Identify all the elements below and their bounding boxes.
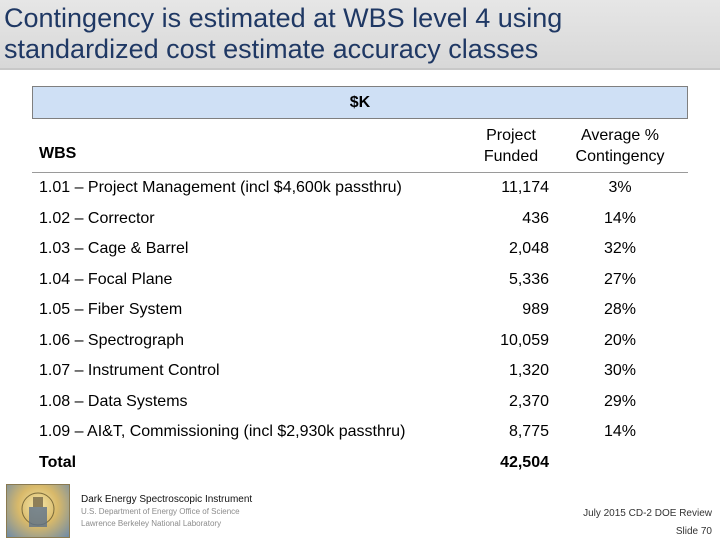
wbs-name: 1.07 – Instrument Control: [39, 362, 220, 379]
funded-value: 2,370: [508, 392, 549, 410]
table-row: [32, 234, 688, 265]
contingency-value: 3%: [608, 179, 632, 196]
column-header-row: [32, 119, 688, 173]
contingency-value: 28%: [603, 301, 637, 318]
funded-value: 11,174: [501, 179, 549, 196]
desi-logo-icon: [6, 484, 70, 538]
title-band: [0, 0, 720, 70]
contingency-header-line1: Average %: [581, 127, 659, 144]
wbs-name: 1.09 – AI&T, Commissioning (incl $2,930k passthru): [39, 423, 406, 440]
table-row: [32, 204, 688, 235]
table-row: [32, 173, 688, 204]
funded-value: 8,775: [508, 423, 549, 440]
wbs-name: 1.02 – Corrector: [39, 209, 155, 227]
funded-value: 10,059: [500, 331, 549, 349]
funded-value: 5,336: [508, 270, 549, 288]
total-row: [32, 448, 688, 479]
contingency-table: [32, 86, 688, 478]
table-row: [32, 387, 688, 418]
funded-value: 2,048: [508, 240, 549, 257]
contingency-value: 30%: [603, 362, 637, 379]
wbs-name: 1.03 – Cage & Barrel: [39, 240, 189, 257]
project-funded-column-header: [464, 125, 558, 167]
funded-value: 1,320: [508, 362, 549, 379]
contingency-header-line2: Contingency: [575, 148, 665, 165]
project-funded-header-line1: Project: [486, 127, 536, 144]
wbs-name: 1.01 – Project Management (incl $4,600k passthru): [39, 179, 402, 196]
wbs-name: 1.05 – Fiber System: [39, 301, 183, 318]
wbs-name: 1.06 – Spectrograph: [39, 331, 184, 349]
table-row: [32, 326, 688, 357]
project-funded-header-line2: Funded: [483, 148, 539, 165]
footer-project-name: Dark Energy Spectroscopic Instrument: [81, 494, 253, 505]
contingency-value: 20%: [603, 331, 637, 349]
footer-doe-line: U.S. Department of Energy Office of Science: [81, 507, 240, 516]
table-row: [32, 417, 688, 448]
contingency-value: 29%: [603, 392, 637, 410]
footer-lab-line: Lawrence Berkeley National Laboratory: [81, 519, 222, 528]
slide-title-line1: Contingency is estimated at WBS level 4 using: [4, 3, 563, 33]
wbs-column-header: WBS: [39, 145, 77, 162]
wbs-name: 1.04 – Focal Plane: [39, 270, 173, 288]
table-row: [32, 265, 688, 296]
contingency-column-header: [558, 125, 682, 167]
footer-slide-number: Slide 70: [675, 526, 712, 537]
table-row: [32, 356, 688, 387]
total-funded-value: 42,504: [500, 453, 549, 471]
slide-title-line2: standardized cost estimate accuracy classes: [4, 34, 539, 64]
contingency-value: 27%: [603, 270, 637, 288]
unit-label: $K: [349, 93, 371, 111]
contingency-value: 14%: [603, 209, 637, 227]
unit-header: [32, 86, 688, 119]
footer-organization: [81, 494, 252, 530]
contingency-value: 14%: [603, 423, 637, 440]
wbs-name: 1.08 – Data Systems: [39, 392, 188, 410]
funded-value: 989: [522, 301, 549, 318]
slide-title: [4, 3, 704, 65]
contingency-value: 32%: [603, 240, 637, 257]
footer-slide-info: [583, 505, 712, 541]
total-label: Total: [39, 453, 77, 471]
footer-review-label: July 2015 CD-2 DOE Review: [583, 508, 712, 519]
table-row: [32, 295, 688, 326]
funded-value: 436: [522, 209, 549, 227]
